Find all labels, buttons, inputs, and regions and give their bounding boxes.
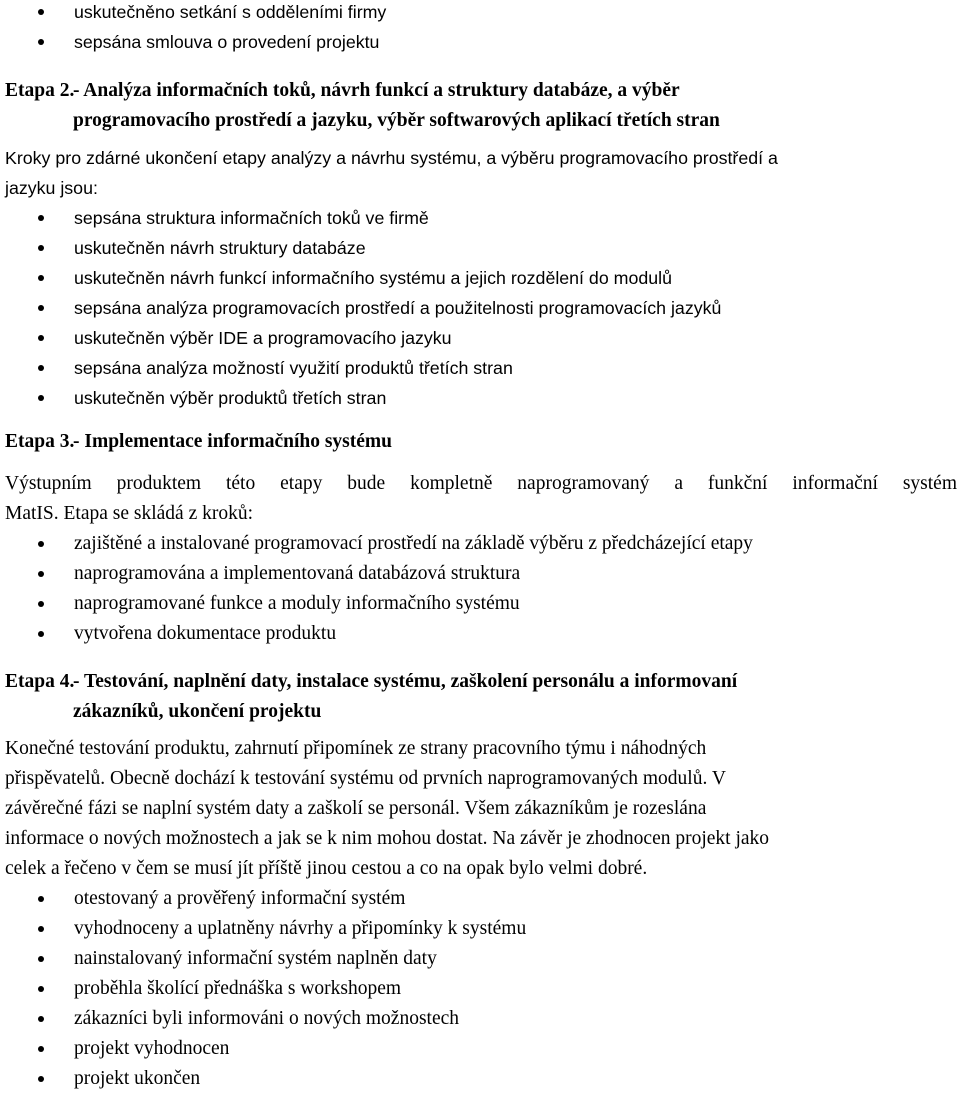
etapa3-list	[0, 529, 960, 649]
list-item: projekt vyhodnocen	[0, 1034, 960, 1064]
etapa3-title: - Implementace informačního systému	[73, 431, 392, 452]
list-item: naprogramována a implementovaná databázová struktura	[0, 559, 960, 589]
etapa4-title-line1: - Testování, naplnění daty, instalace systému, zaškolení personálu a informovaní	[73, 671, 738, 692]
list-item: projekt ukončen	[0, 1064, 960, 1094]
etapa2-list	[0, 203, 960, 413]
list-item: nainstalovaný informační systém naplněn daty	[0, 944, 960, 974]
etapa3-body	[0, 469, 960, 649]
list-item: zákazníci byli informováni o nových možnostech	[0, 1004, 960, 1034]
list-item: sepsána smlouva o provedení projektu	[0, 27, 960, 57]
list-item: otestovaný a prověřený informační systém	[0, 884, 960, 914]
list-item: sepsána analýza programovacích prostředí a použitelnosti programovacích jazyků	[0, 293, 960, 323]
etapa3-heading	[0, 427, 960, 457]
etapa2-intro-line1: Kroky pro zdárné ukončení etapy analýzy a návrhu systému, a výběru programovacího prostředí a	[5, 148, 778, 168]
list-item: vytvořena dokumentace produktu	[0, 619, 960, 649]
list-item: uskutečněn návrh funkcí informačního systému a jejich rozdělení do modulů	[0, 263, 960, 293]
etapa3-intro-line1: Výstupním produktem této etapy bude kompletně naprogramovaný a funkční informační systém	[5, 473, 957, 494]
etapa2-intro-line2: jazyku jsou:	[5, 178, 98, 198]
etapa4-para-line: celek a řečeno v čem se musí jít příště jinou cestou a co na opak bylo velmi dobré.	[5, 858, 648, 879]
etapa4-number: Etapa 4.	[5, 671, 75, 692]
etapa4-para-line: informace o nových možnostech a jak se k nim mohou dostat. Na závěr je zhodnocen projekt jako	[5, 828, 770, 849]
list-item: uskutečněno setkání s odděleními firmy	[0, 0, 960, 27]
list-item: proběhla školící přednáška s workshopem	[0, 974, 960, 1004]
top-list-block	[0, 0, 960, 57]
list-item: uskutečněn výběr IDE a programovacího jazyku	[0, 323, 960, 353]
list-item: uskutečněn návrh struktury databáze	[0, 233, 960, 263]
etapa4-para-line: závěrečné fázi se naplní systém daty a zaškolí se personál. Všem zákazníkům je rozeslána	[5, 798, 707, 819]
etapa2-number: Etapa 2.	[5, 80, 75, 101]
list-item: zajištěné a instalované programovací prostředí na základě výběru z předcházející etapy	[0, 529, 960, 559]
etapa4-paragraph	[0, 734, 960, 884]
etapa3-number: Etapa 3.	[5, 431, 75, 452]
etapa4-para-line: přispěvatelů. Obecně dochází k testování systému od prvních naprogramovaných modulů. V	[5, 768, 726, 789]
top-list	[0, 0, 960, 57]
etapa4-para-line: Konečné testování produktu, zahrnutí připomínek ze strany pracovního týmu i náhodných	[5, 738, 707, 759]
list-item: vyhodnoceny a uplatněny návrhy a připomínky k systému	[0, 914, 960, 944]
list-item: uskutečněn výběr produktů třetích stran	[0, 383, 960, 413]
etapa4-body	[0, 884, 960, 1094]
list-item: sepsána analýza možností využití produktů třetích stran	[0, 353, 960, 383]
etapa2-body	[0, 143, 960, 413]
etapa2-title-line2: programovacího prostředí a jazyku, výběr softwarových aplikací třetích stran	[73, 110, 720, 131]
etapa4-heading	[0, 667, 960, 727]
list-item: naprogramované funkce a moduly informačního systému	[0, 589, 960, 619]
etapa4-title-line2: zákazníků, ukončení projektu	[73, 701, 322, 722]
etapa4-list	[0, 884, 960, 1094]
list-item: sepsána struktura informačních toků ve firmě	[0, 203, 960, 233]
etapa2-heading	[0, 76, 960, 136]
etapa2-title-line1: - Analýza informačních toků, návrh funkcí a struktury databáze, a výběr	[73, 80, 680, 101]
etapa3-intro-line2: MatIS. Etapa se skládá z kroků:	[5, 503, 254, 524]
